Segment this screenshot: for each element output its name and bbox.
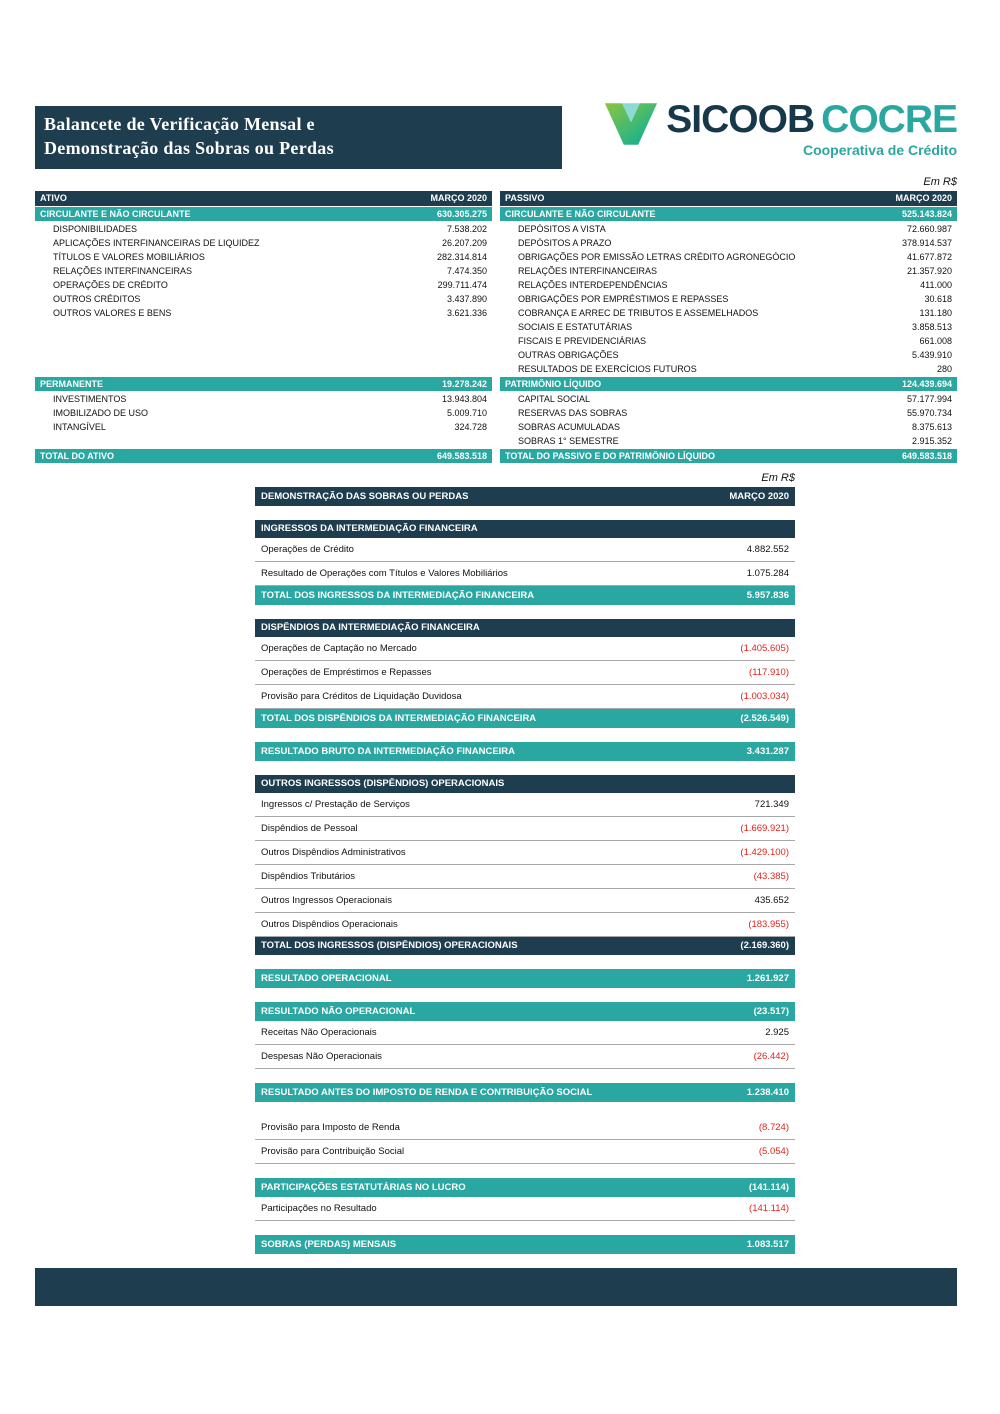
stmt-row-total-teal <box>255 1178 795 1197</box>
row-label: Dispêndios Tributários <box>261 870 355 882</box>
stmt-row-spacer <box>255 506 795 520</box>
bal-row-blank <box>35 348 492 362</box>
row-value: 378.914.537 <box>901 237 952 248</box>
row-value: 124.439.694 <box>901 378 952 389</box>
row-value: 649.583.518 <box>901 450 952 461</box>
row-value: 661.008 <box>919 335 952 346</box>
page-content <box>0 98 1000 1254</box>
bal-row-detail <box>35 236 492 250</box>
stmt-row-detail <box>255 538 795 562</box>
stmt-row-total-teal <box>255 969 795 988</box>
bal-row-detail <box>500 434 957 448</box>
stmt-row-spacer <box>255 605 795 619</box>
row-value: 3.431.287 <box>746 745 789 757</box>
bal-row-group <box>500 207 957 221</box>
row-value: 7.538.202 <box>446 223 487 234</box>
row-label: OUTRAS OBRIGAÇÕES <box>518 349 619 360</box>
stmt-row-total-teal <box>255 586 795 605</box>
stmt-row-detail <box>255 817 795 841</box>
ativo-header-label: ATIVO <box>40 193 67 203</box>
row-value: (8.724) <box>758 1121 789 1133</box>
row-label: TOTAL DOS INGRESSOS DA INTERMEDIAÇÃO FINANCEIRA <box>261 589 535 601</box>
bal-row-detail <box>35 292 492 306</box>
row-value: 5.439.910 <box>911 349 952 360</box>
row-label: RESULTADO BRUTO DA INTERMEDIAÇÃO FINANCEIRA <box>261 745 516 757</box>
bal-row-detail <box>500 420 957 434</box>
row-label: RESERVAS DAS SOBRAS <box>518 407 628 418</box>
row-label: RELAÇÕES INTERFINANCEIRAS <box>518 265 658 276</box>
stmt-row-spacer <box>255 728 795 742</box>
document-title-line1: Balancete de Verificação Mensal e <box>44 114 315 134</box>
stmt-row-detail <box>255 865 795 889</box>
statement-header <box>255 487 795 506</box>
bal-row-detail <box>35 406 492 420</box>
ativo-header-period: MARÇO 2020 <box>430 193 487 203</box>
row-value: (1.405.605) <box>740 642 789 654</box>
row-value: 3.621.336 <box>446 307 487 318</box>
bal-row-detail <box>500 406 957 420</box>
stmt-row-detail <box>255 637 795 661</box>
bal-row-detail <box>500 250 957 264</box>
bal-row-detail <box>500 306 957 320</box>
row-value: 5.009.710 <box>446 407 487 418</box>
row-label: COBRANÇA E ARREC DE TRIBUTOS E ASSEMELHADOS <box>518 307 759 318</box>
row-value: 19.278.242 <box>441 378 487 389</box>
ativo-table-header <box>35 191 492 206</box>
row-label: SOCIAIS E ESTATUTÁRIAS <box>518 321 633 332</box>
row-label: Provisão para Imposto de Renda <box>261 1121 400 1133</box>
brand-sicoob: SICOOB <box>666 98 815 141</box>
stmt-row-total-teal <box>255 1235 795 1254</box>
row-label: SOBRAS 1° SEMESTRE <box>518 435 619 446</box>
bal-row-detail <box>35 392 492 406</box>
stmt-row-total-teal <box>255 709 795 728</box>
row-label: Operações de Empréstimos e Repasses <box>261 666 432 678</box>
stmt-row-detail <box>255 889 795 913</box>
row-value: 7.474.350 <box>446 265 487 276</box>
row-value: (43.385) <box>753 870 789 882</box>
row-value: 72.660.987 <box>906 223 952 234</box>
row-label: INTANGÍVEL <box>53 421 106 432</box>
row-label: CAPITAL SOCIAL <box>518 393 591 404</box>
passivo-table-body <box>500 207 957 463</box>
row-label: OBRIGAÇÕES POR EMPRÉSTIMOS E REPASSES <box>518 293 729 304</box>
logo-text <box>666 100 957 158</box>
row-value: 4.882.552 <box>746 543 789 555</box>
stmt-row-detail <box>255 793 795 817</box>
row-value: 721.349 <box>754 798 789 810</box>
row-label: OUTROS CRÉDITOS <box>53 293 141 304</box>
row-value: 299.711.474 <box>437 279 487 290</box>
bal-row-blank <box>35 334 492 348</box>
stmt-row-detail <box>255 1140 795 1164</box>
row-value: (5.054) <box>758 1145 789 1157</box>
statement-currency-note: Em R$ <box>761 471 795 484</box>
stmt-row-section <box>255 775 795 793</box>
row-value: 1.083.517 <box>746 1238 789 1250</box>
row-label: Receitas Não Operacionais <box>261 1026 377 1038</box>
bal-row-detail <box>500 348 957 362</box>
row-label: Despesas Não Operacionais <box>261 1050 382 1062</box>
row-value: (141.114) <box>748 1181 789 1193</box>
bal-row-detail <box>500 292 957 306</box>
row-value: 435.652 <box>754 894 789 906</box>
stmt-row-detail <box>255 562 795 586</box>
row-value: (26.442) <box>753 1050 789 1062</box>
row-label: Provisão para Contribuição Social <box>261 1145 405 1157</box>
ativo-table <box>35 191 492 464</box>
row-value: 30.618 <box>924 293 952 304</box>
row-label: TOTAL DOS DISPÊNDIOS DA INTERMEDIAÇÃO FINANCEIRA <box>261 712 537 724</box>
row-value: (1.003.034) <box>740 690 789 702</box>
bal-row-total <box>500 449 957 463</box>
row-value: 1.238.410 <box>746 1086 789 1098</box>
stmt-row-spacer <box>255 955 795 969</box>
row-label: Operações de Crédito <box>261 543 354 555</box>
row-label: OBRIGAÇÕES POR EMISSÃO LETRAS CRÉDITO AGRONEGÓCIO <box>518 251 796 262</box>
row-value: (23.517) <box>753 1005 789 1017</box>
row-label: OUTROS INGRESSOS (DISPÊNDIOS) OPERACIONAIS <box>261 778 505 789</box>
statement-body <box>255 506 795 1254</box>
bal-row-detail <box>35 264 492 278</box>
row-value: 282.314.814 <box>436 251 487 262</box>
stmt-row-detail <box>255 1021 795 1045</box>
row-label: PATRIMÔNIO LÍQUIDO <box>505 378 602 389</box>
stmt-row-section <box>255 520 795 538</box>
row-value: 2.915.352 <box>911 435 952 446</box>
passivo-table <box>500 191 957 464</box>
row-label: TÍTULOS E VALORES MOBILIÁRIOS <box>53 251 205 262</box>
row-label: DEPÓSITOS A PRAZO <box>518 237 612 248</box>
row-value: (2.526.549) <box>740 712 789 724</box>
statement-header-period: MARÇO 2020 <box>729 490 789 502</box>
stmt-row-detail <box>255 1045 795 1069</box>
statement-header-label: DEMONSTRAÇÃO DAS SOBRAS OU PERDAS <box>261 490 469 502</box>
row-label: Provisão para Créditos de Liquidação Duvidosa <box>261 690 462 702</box>
row-value: (141.114) <box>749 1202 789 1214</box>
sicoob-cocre-logo <box>604 100 957 158</box>
brand-tagline: Cooperativa de Crédito <box>802 141 957 158</box>
row-value: 55.970.734 <box>906 407 952 418</box>
passivo-header-period: MARÇO 2020 <box>895 193 952 203</box>
row-value: 649.583.518 <box>436 450 487 461</box>
row-label: RESULTADO ANTES DO IMPOSTO DE RENDA E CONTRIBUIÇÃO SOCIAL <box>261 1086 593 1098</box>
brand-cocre: COCRE <box>821 98 957 141</box>
bal-row-detail <box>35 306 492 320</box>
stmt-row-total-teal <box>255 1083 795 1102</box>
row-label: DISPONIBILIDADES <box>53 223 138 234</box>
stmt-row-detail <box>255 1197 795 1221</box>
stmt-row-spacer <box>255 1069 795 1083</box>
row-value: 13.943.804 <box>441 393 487 404</box>
row-label: Operações de Captação no Mercado <box>261 642 417 654</box>
row-value: 41.677.872 <box>906 251 952 262</box>
stmt-row-detail <box>255 685 795 709</box>
passivo-table-header <box>500 191 957 206</box>
bal-row-detail <box>500 278 957 292</box>
stmt-row-total-teal <box>255 1002 795 1021</box>
stmt-row-spacer <box>255 1221 795 1235</box>
document-title <box>35 106 562 169</box>
row-label: Dispêndios de Pessoal <box>261 822 358 834</box>
row-label: FISCAIS E PREVIDENCIÁRIAS <box>518 335 647 346</box>
row-label: INGRESSOS DA INTERMEDIAÇÃO FINANCEIRA <box>261 523 478 534</box>
row-value: (1.669.921) <box>740 822 789 834</box>
row-label: RESULTADOS DE EXERCÍCIOS FUTUROS <box>518 363 697 374</box>
row-label: DISPÊNDIOS DA INTERMEDIAÇÃO FINANCEIRA <box>261 622 480 633</box>
row-label: OUTROS VALORES E BENS <box>53 307 172 318</box>
bal-row-detail <box>500 334 957 348</box>
row-label: PARTICIPAÇÕES ESTATUTÁRIAS NO LUCRO <box>261 1181 466 1193</box>
row-label: OPERAÇÕES DE CRÉDITO <box>53 279 168 290</box>
stmt-row-total-teal <box>255 742 795 761</box>
row-value: 2.925 <box>765 1026 789 1038</box>
stmt-row-detail <box>255 1116 795 1140</box>
row-value: 8.375.613 <box>911 421 952 432</box>
stmt-row-section <box>255 619 795 637</box>
row-label: RESULTADO OPERACIONAL <box>261 972 392 984</box>
row-value: 3.437.890 <box>446 293 487 304</box>
passivo-header-label: PASSIVO <box>505 193 545 203</box>
row-label: Outros Dispêndios Operacionais <box>261 918 398 930</box>
row-value: (117.910) <box>749 666 789 678</box>
row-value: 1.261.927 <box>746 972 789 984</box>
bal-row-group <box>500 377 957 391</box>
sicoob-checkmark-icon <box>604 100 658 148</box>
row-value: 411.000 <box>920 279 952 290</box>
stmt-row-detail <box>255 661 795 685</box>
bal-row-blank <box>35 434 492 448</box>
row-label: TOTAL DO PASSIVO E DO PATRIMÔNIO LÍQUIDO <box>505 450 716 461</box>
row-value: 525.143.824 <box>901 208 952 219</box>
sobras-perdas-statement <box>255 472 795 1254</box>
stmt-row-spacer <box>255 761 795 775</box>
row-label: SOBRAS ACUMULADAS <box>518 421 621 432</box>
document-title-line2: Demonstração das Sobras ou Perdas <box>44 137 334 158</box>
row-value: (183.955) <box>748 918 789 930</box>
row-value: 280 <box>936 363 952 374</box>
stmt-row-spacer <box>255 988 795 1002</box>
bal-row-detail <box>500 222 957 236</box>
row-value: 5.957.836 <box>746 589 789 601</box>
row-label: RELAÇÕES INTERDEPENDÊNCIAS <box>518 279 668 290</box>
stmt-row-total-dark <box>255 937 795 955</box>
row-value: (2.169.360) <box>740 940 789 951</box>
row-label: APLICAÇÕES INTERFINANCEIRAS DE LIQUIDEZ <box>53 237 260 248</box>
row-label: IMOBILIZADO DE USO <box>53 407 149 418</box>
stmt-row-detail <box>255 841 795 865</box>
bal-row-blank <box>35 320 492 334</box>
bal-row-detail <box>35 250 492 264</box>
stmt-row-spacer <box>255 1164 795 1178</box>
row-label: SOBRAS (PERDAS) MENSAIS <box>261 1238 397 1250</box>
row-label: TOTAL DO ATIVO <box>40 450 114 461</box>
row-label: Resultado de Operações com Títulos e Valores Mobiliários <box>261 567 508 579</box>
row-value: 3.858.513 <box>911 321 952 332</box>
stmt-row-detail <box>255 913 795 937</box>
row-label: RESULTADO NÃO OPERACIONAL <box>261 1005 416 1017</box>
bal-row-blank <box>35 362 492 376</box>
ativo-table-body <box>35 207 492 463</box>
bal-row-group <box>35 377 492 391</box>
row-value: 1.075.284 <box>746 567 789 579</box>
bal-row-detail <box>500 320 957 334</box>
row-label: Outros Dispêndios Administrativos <box>261 846 406 858</box>
bal-row-detail <box>35 420 492 434</box>
row-value: 324.728 <box>454 421 487 432</box>
row-value: 21.357.920 <box>906 265 952 276</box>
bal-row-detail <box>500 362 957 376</box>
row-value: 57.177.994 <box>906 393 952 404</box>
footer-band <box>35 1268 957 1306</box>
row-label: CIRCULANTE E NÃO CIRCULANTE <box>505 208 656 219</box>
row-label: CIRCULANTE E NÃO CIRCULANTE <box>40 208 191 219</box>
row-label: DEPÓSITOS A VISTA <box>518 223 606 234</box>
row-label: INVESTIMENTOS <box>53 393 127 404</box>
row-label: TOTAL DOS INGRESSOS (DISPÊNDIOS) OPERACIONAIS <box>261 940 518 951</box>
row-label: Outros Ingressos Operacionais <box>261 894 392 906</box>
row-value: 630.305.275 <box>436 208 487 219</box>
header <box>35 98 957 169</box>
row-value: 26.207.209 <box>441 237 487 248</box>
bal-row-detail <box>35 222 492 236</box>
row-label: Participações no Resultado <box>261 1202 377 1214</box>
stmt-row-spacer <box>255 1102 795 1116</box>
bal-row-detail <box>500 236 957 250</box>
currency-note: Em R$ <box>923 175 957 188</box>
bal-row-detail <box>35 278 492 292</box>
bal-row-detail <box>500 392 957 406</box>
balance-sheet <box>35 191 957 464</box>
row-label: PERMANENTE <box>40 378 104 389</box>
row-value: 131.180 <box>919 307 952 318</box>
row-label: RELAÇÕES INTERFINANCEIRAS <box>53 265 193 276</box>
brand-wordmark <box>666 100 957 141</box>
bal-row-total <box>35 449 492 463</box>
bal-row-group <box>35 207 492 221</box>
bal-row-detail <box>500 264 957 278</box>
row-value: (1.429.100) <box>740 846 789 858</box>
row-label: Ingressos c/ Prestação de Serviços <box>261 798 410 810</box>
